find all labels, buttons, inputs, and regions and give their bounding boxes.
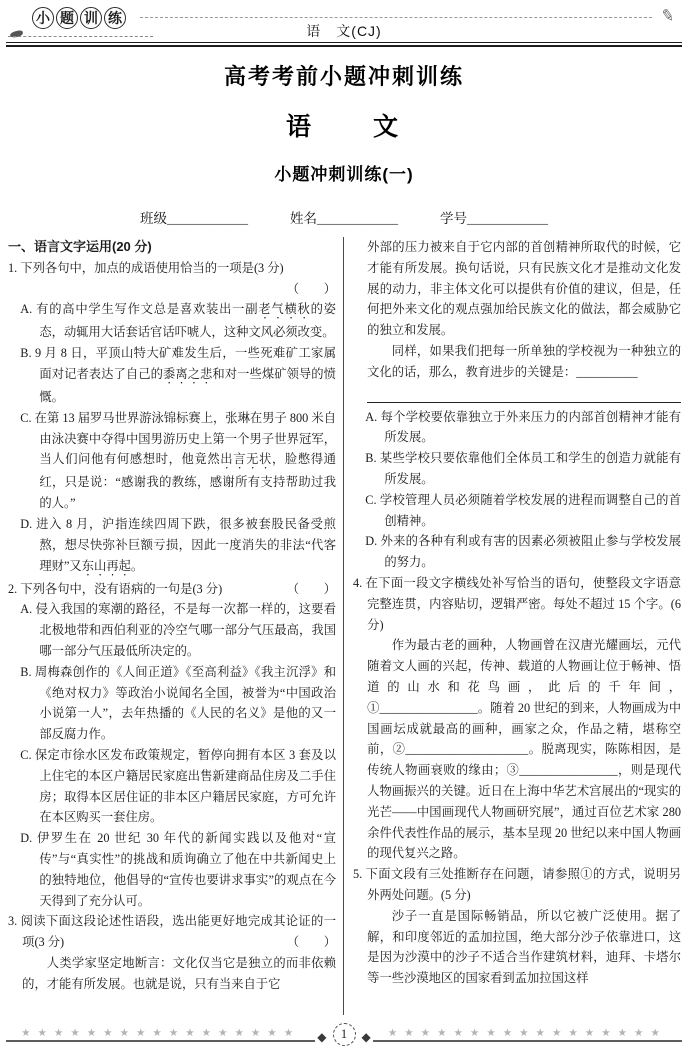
option-label: C. [20,410,32,425]
diamond-icon: ◆ [317,1030,327,1044]
page-body [0,227,688,1019]
question-3-stem-text: 3. 阅读下面这段论述性语段，选出能更好地完成其论证的一项(3 分) [8,914,336,950]
question-1-option-b [8,343,336,408]
emphasized-idiom: 出言无状 [220,452,272,467]
number-label: 学号 [440,211,467,226]
page-footer [0,1019,688,1062]
question-2-option-d [8,828,336,911]
question-1-option-a [8,299,336,343]
question-3-passage-start: 人类学家坚定地断言：文化仅当它是独立的而非依赖的，才能有所发展。也就是说，只有当来自于它 [22,955,336,991]
student-info-row [0,207,688,227]
option-text: 的姿态，动辄用大话套话官话吓唬人，这种文风必须改变。 [39,302,336,340]
number-blank: ____________ [467,211,548,226]
right-column [344,237,681,1019]
option-text: 某些学校只要依靠他们全体员工和学生的创造力就能有所发展。 [379,451,681,486]
logo-char-circle: 练 [104,7,126,29]
question-2-stem: 2. 下列各句中，没有语病的一句是(3 分) [8,581,223,596]
page-number-badge [333,1023,356,1046]
question-4-passage: 作为最古老的画种，人物画曾在汉唐光耀画坛，元代随着文人画的兴起，传神、载道的人物画让位于畅神、悟道的山水和花鸟画，此后的千年间，①________________。随着 20 世纪的到来，人物画成为中国画坛成就最高的画种，画家之众，作品之精，堪称空前，②____________________。脱离现实，陈陈相因，是传统人物画衰败的缘由；③________________，则是现代人物画振兴的关键。近日在上海中华艺术宫展出的“现实的光芒——中国画现代人物画研究展”，通过百位艺术家 280 余件代表性作品的展示，基本呈现 20 世纪以来中国人物画的现代复兴之路。 [367,638,681,861]
question-5-passage: 沙子一直是国际畅销品，所以它被广泛使用。据了解，和印度邻近的孟加拉国，绝大部分沙子依靠进口，这是因为沙漠中的沙子不适合当作建筑材料，迪拜、卡塔尔等一些沙漠地区的国家看到孟加拉国这样 [367,908,681,986]
question-1-answer-bracket: （ ） [286,281,336,296]
option-text: 有的高中学生写作文总是喜欢装出一副 [36,302,259,317]
name-blank: ____________ [317,211,398,226]
title-block [0,47,688,227]
option-label: A. [20,302,33,317]
question-1-option-d [8,514,336,579]
section-1-heading: 一、语言文字运用(20 分) [8,239,152,254]
option-text: 进入 8 月，沪指连续四周下跌，很多被套股民备受煎熬，想尽快弥补巨额亏损，因此一度消失的非法“代客理财”又 [36,516,336,573]
option-text: 每个学校要依靠独立于外来压力的内部首创精神才能有所发展。 [380,409,681,445]
exam-subject-title: 语 文 [285,113,402,141]
question-4-stem: 4. 在下面一段文字横线处补写恰当的语句，使整段文字语意完整连贯，内容贴切，逻辑严密。每处不超过 15 个字。(6 分) [353,575,681,632]
page-header [0,0,688,47]
option-label: D. [365,534,378,549]
answer-blank-line [367,392,681,403]
question-3-passage-paragraph-2: 同样，如果我们把每一所单独的学校视为一种独立的文化的话，那么，教育进步的关键是：__________ [367,343,681,379]
question-3-answer-bracket: （ ） [286,935,336,950]
option-label: D. [20,516,33,531]
class-label: 班级 [140,211,167,226]
option-label: D. [20,831,33,846]
option-text: 。 [130,558,144,573]
option-label: C. [20,747,32,762]
number-field [440,207,548,227]
question-2-stem-row [8,579,336,600]
question-1-stem: 1. 下列各句中，加点的成语使用恰当的一项是(3 分) [8,260,284,275]
question-5-stem: 5. 下面文段有三处推断存在问题，请参照①的方式，说明另外两处问题。(5 分) [353,867,681,902]
option-label: B. [365,451,377,466]
logo-char-circle: 题 [56,7,78,29]
question-3-option-d [353,531,681,573]
left-column [8,237,343,1019]
question-3-option-a [353,407,681,449]
option-label: A. [20,602,33,617]
question-3-passage-continued: 外部的压力被来自于它内部的首创精神所取代的时候，它才能有所发展。换句话说，只有民族文化才是推动文化发展的动力，非主体文化可以提供有价值的建议，但是，任何把外来文化的观点强加给民族文化的做法，都会威胁它的独立和发展。 [367,240,681,338]
footer-stars-right: ★★★★★★★★★★★★★★★★★ [373,1027,682,1042]
logo-char-circle: 训 [80,7,102,29]
option-text: 和对一些煤矿领导的愤慨。 [39,366,336,404]
header-double-rule [6,42,682,47]
page-number: 1 [340,1027,348,1041]
option-text: 学校管理人员必须随着学校发展的进程而调整自己的首创精神。 [379,492,681,528]
name-field [290,207,398,227]
emphasized-idiom: 老气横秋 [258,302,311,317]
option-text: 外来的各种有利或有害的因素必须被阻止参与学校发展的努力。 [380,534,681,570]
exam-main-title: 高考考前小题冲刺训练 [223,64,464,89]
header-dash-line [140,17,652,18]
option-text: 周梅森创作的《人间正道》《至高利益》《我主沉浮》和《绝对权力》等政治小说闻名全国，被誉为“中国政治小说第一人”，去年热播的《人民的名义》是他的又一部反腐力作。 [34,664,336,742]
option-text: 9 月 8 日，平顶山特大矿难发生后，一些死难矿工家属面对记者表达了自己的 [35,346,336,381]
option-label: C. [365,492,377,507]
emphasized-idiom: 东山再起 [81,558,131,573]
footer-stars-left: ★★★★★★★★★★★★★★★★★ [6,1027,315,1042]
exam-subtitle: 小题冲刺训练(一) [274,165,414,184]
pencil-icon: ✎ [659,6,676,27]
question-3-stem [8,911,336,953]
option-label: B. [20,664,32,679]
option-text: 保定市徐水区发布政策规定，暂停向拥有本区 3 套及以上住宅的本区户籍居民家庭出售新建商品住房及二手住房；取得本区居住证的非本区户籍居民家庭，方可允许在本区购买一套住房。 [34,747,336,825]
question-3-option-b [353,448,681,490]
option-text: ，脸憋得通红，只是说：“感谢我的教练，感谢所有支持帮助过我的人。” [39,452,336,511]
question-2-option-b [8,662,336,745]
question-1-option-c [8,408,336,514]
class-field [140,207,248,227]
question-2-answer-bracket: （ ） [286,581,336,596]
option-text: 伊罗生在 20 世纪 30 年代的新闻实践以及他对“宣传”与“真实性”的挑战和质询确立了他在中共新闻史上的独特地位，他倡导的“宣传也要讲求事实”的观点在今天得到了充分认可。 [36,831,336,908]
header-subject-label: 语 文(CJ) [306,23,382,39]
name-label: 姓名 [290,211,317,226]
class-blank: ____________ [167,211,248,226]
option-label: A. [365,409,378,424]
question-2-option-c [8,745,336,828]
diamond-icon: ◆ [361,1030,371,1044]
option-label: B. [20,346,32,361]
option-text: 侵入我国的寒潮的路径，不是每一次都一样的，这要看北极地带和西伯利亚的冷空气哪一部分气压最高，我国哪一部分气压最低所决定的。 [35,602,336,658]
question-2-option-a [8,599,336,661]
option-text: 在第 13 届罗马世界游泳锦标赛上，张琳在男子 800 米自由泳决赛中夺得中国男游历史上第一个男子世界冠军，当人们问他有何感想时，他竟然 [34,410,336,467]
question-3-option-c [353,490,681,532]
emphasized-idiom: 黍离之悲 [162,366,213,381]
logo-char-circle: 小 [32,7,54,29]
